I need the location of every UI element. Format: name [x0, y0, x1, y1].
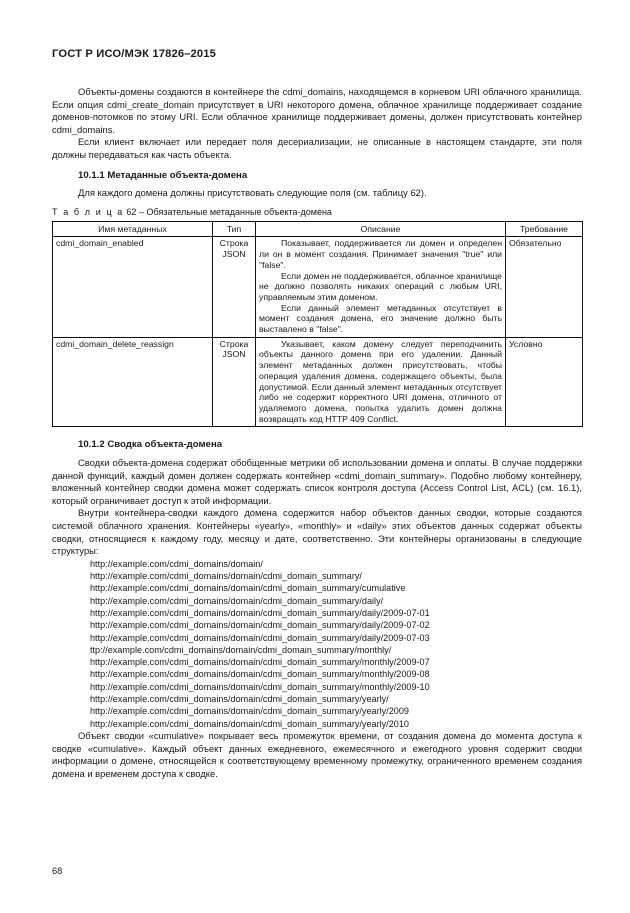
heading-10-1-2: 10.1.2 Сводка объекта-домена	[78, 439, 223, 451]
list-item: http://example.com/cdmi_domains/domain/cdmi_domain_summary/daily/	[90, 595, 384, 606]
table-caption-title: Обязательные метаданные объекта-домена	[146, 206, 332, 217]
cell-metadata-name: cdmi_domain_enabled	[53, 237, 213, 337]
page-header-standard-title: ГОСТ Р ИСО/МЭК 17826–2015	[52, 48, 217, 60]
list-item: http://example.com/cdmi_domains/domain/cdmi_domain_summary/yearly/2009	[90, 706, 409, 717]
table-caption-number: 62	[126, 206, 137, 217]
list-item: ttp://example.com/cdmi_domains/domain/cdmi_domain_summary/monthly/	[90, 644, 392, 655]
list-item: http://example.com/cdmi_domains/domain/cdmi_domain_summary/daily/2009-07-01	[90, 607, 430, 618]
list-item: http://example.com/cdmi_domains/domain/cdmi_domain_summary/daily/2009-07-03	[90, 632, 430, 643]
table-62-obligatory-domain-metadata	[52, 221, 583, 428]
cell-type-line-1: Строка	[219, 238, 249, 249]
cell-metadata-type	[213, 237, 256, 337]
table-caption-label: Т а б л и ц а	[52, 206, 124, 217]
table-header-row	[53, 221, 583, 237]
heading-10-1-1: 10.1.1 Метаданные объекта-домена	[78, 169, 248, 181]
list-item: http://example.com/cdmi_domains/domain/cdmi_domain_summary/monthly/2009-10	[90, 681, 430, 692]
list-item: http://example.com/cdmi_domains/domain/cdmi_domain_summary/cumulative	[90, 583, 406, 594]
example-url-list	[52, 558, 582, 730]
list-item: http://example.com/cdmi_domains/domain/cdmi_domain_summary/monthly/2009-07	[90, 657, 430, 668]
cell-type-line-2: JSON	[222, 249, 246, 260]
cell-type-line-1: Строка	[219, 338, 249, 349]
cell-metadata-requirement: Обязательно	[506, 237, 583, 337]
list-item: http://example.com/cdmi_domains/domain/cdmi_domain_summary/	[90, 571, 362, 582]
page-body	[52, 86, 582, 780]
cell-metadata-type	[213, 337, 256, 427]
column-header-requirement: Требование	[506, 221, 583, 237]
intro-paragraph-2: Если клиент включает или передает поля десериализации, не описанные в настоящем стандарте, эти поля должны передаваться как часть объекта.	[52, 136, 582, 160]
list-item: http://example.com/cdmi_domains/domain/	[90, 558, 263, 569]
section-10-1-1-intro: Для каждого домена должны присутствовать следующие поля (см. таблицу 62).	[78, 187, 427, 199]
column-header-type: Тип	[213, 221, 256, 237]
description-paragraph: Если домен не поддерживается, облачное хранилище не должно позволять никаких операций с любым URI, управляемым этим доменом.	[259, 270, 502, 302]
table-caption-dash: –	[138, 206, 144, 217]
cell-metadata-name: cdmi_domain_delete_reassign	[53, 337, 213, 427]
table-row	[53, 337, 583, 427]
cell-metadata-description	[256, 337, 506, 427]
list-item: http://example.com/cdmi_domains/domain/cdmi_domain_summary/yearly/2010	[90, 718, 409, 729]
section-10-1-2-paragraph-2: Внутри контейнера-сводки каждого домена содержится набор объектов данных сводки, которые создаются системой облачного хранения. Контейнеры «yearly», «monthly» и «daily» этих объектов данных содержат объекты сводки, относящиеся к каждому году, месяцу и дате, соответственно. Эти контейнеры организованы в следующие структуры:	[52, 507, 582, 557]
table-row	[53, 237, 583, 337]
page-number: 68	[52, 866, 63, 876]
list-item: http://example.com/cdmi_domains/domain/cdmi_domain_summary/monthly/2009-08	[90, 669, 430, 680]
intro-paragraph-1: Объекты-домены создаются в контейнере the cdmi_domains, находящемся в корневом URI облачного хранилища. Если опция cdmi_create_domain присутствует в URI некоторого домена, облачное хранилище поддерживает создание доменов-потомков по этому URI. Если облачное хранилище поддерживает домены, должен присутствовать контейнер cdmi_domains.	[52, 86, 582, 135]
section-10-1-2-paragraph-1: Сводки объекта-домена содержат обобщенные метрики об использовании домена и оплаты. В случае поддержки данной функций, каждый домен должен содержать контейнер «cdmi_domain_summary». Подобно любому контейнеру, вложенный контейнер сводки домена может содержать список контроля доступа (Access Control List, ACL) (см. 16.1), который ограничивает доступ к этой информации.	[52, 457, 582, 506]
list-item: http://example.com/cdmi_domains/domain/cdmi_domain_summary/yearly/	[90, 694, 389, 705]
column-header-description: Описание	[256, 221, 506, 237]
description-paragraph: Если данный элемент метаданных отсутствует в момент создания домена, его значение должно быть выставлено в "false".	[259, 302, 502, 335]
description-paragraph: Указывает, каком домену следует переподчинить объекты данного домена при его удалении. Данный элемент метаданных должен присутствовать, чтобы операция удаления домена, содержащего объекты, была допустимой. Если данный элемент метаданных отсутствует либо не содержит корректного URI домена, отличного от удаляемого домена, попытка удалить домен должна возвращать код HTTP 409 Conflict.	[259, 338, 502, 424]
list-item: http://example.com/cdmi_domains/domain/cdmi_domain_summary/daily/2009-07-02	[90, 620, 430, 631]
column-header-name: Имя метаданных	[53, 221, 213, 237]
table-62-caption	[52, 206, 582, 218]
cell-metadata-description	[256, 237, 506, 337]
cell-metadata-requirement: Условно	[506, 337, 583, 427]
cell-type-line-2: JSON	[222, 349, 246, 360]
description-paragraph: Показывает, поддерживается ли домен и определен ли он в момент создания. Принимает значения "true" или "false".	[259, 238, 502, 270]
section-10-1-2-paragraph-3: Объект сводки «cumulative» покрывает весь промежуток времени, от создания домена до момента доступа к сводке «cumulative». Каждый объект данных ежедневного, ежемесячного и ежегодного уровня содержит сводки информации о домене, относящейся к соответствующему временному промежутку, ограниченного временем создания домена и временем доступа к сводке.	[52, 729, 582, 779]
